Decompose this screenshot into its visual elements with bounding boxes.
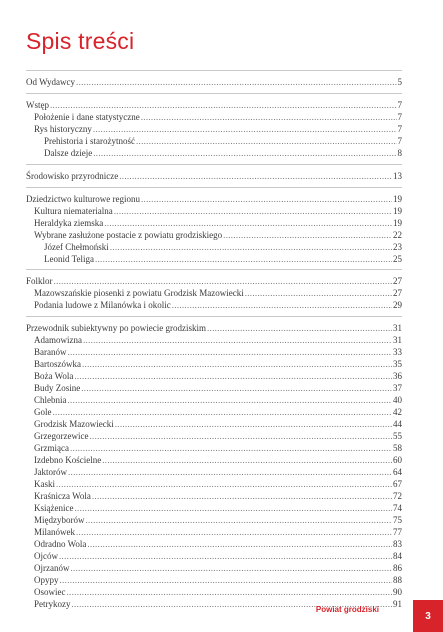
toc-entry-label: Osowiec bbox=[34, 587, 66, 597]
dot-leader bbox=[74, 503, 392, 514]
dot-leader bbox=[82, 359, 392, 370]
toc-entry-place[interactable] bbox=[34, 455, 402, 466]
dot-leader bbox=[67, 587, 393, 598]
toc-entry-srodowisko[interactable] bbox=[26, 171, 402, 182]
dot-leader bbox=[74, 371, 392, 382]
toc-entry-kultura[interactable] bbox=[34, 206, 402, 217]
section-divider bbox=[26, 70, 402, 71]
toc-entry-label: Adamowizna bbox=[34, 335, 82, 345]
toc-entry-label: Izdebno Kościelne bbox=[34, 455, 102, 465]
toc-entry-page: 88 bbox=[393, 575, 402, 585]
toc-entry-rys-historyczny[interactable] bbox=[34, 124, 402, 135]
section-divider bbox=[26, 164, 402, 165]
footer-publication-label: Powiat grodziski bbox=[315, 605, 379, 614]
toc-entry-page: 74 bbox=[393, 503, 402, 513]
dot-leader bbox=[68, 467, 392, 478]
toc-entry-place[interactable] bbox=[34, 359, 402, 370]
toc-entry-label: Ojców bbox=[34, 551, 58, 561]
toc-entry-label: Środowisko przyrodnicze bbox=[26, 171, 119, 181]
toc-entry-page: 5 bbox=[397, 77, 402, 87]
toc-entry-label: Wstęp bbox=[26, 100, 49, 110]
section-divider bbox=[26, 316, 402, 317]
dot-leader bbox=[71, 563, 393, 574]
dot-leader bbox=[223, 230, 392, 241]
toc-entry-label: Leonid Teliga bbox=[44, 254, 94, 264]
toc-entry-label: Milanówek bbox=[34, 527, 75, 537]
dot-leader bbox=[50, 100, 397, 111]
toc-entry-label: Grzegorzewice bbox=[34, 431, 89, 441]
toc-entry-page: 19 bbox=[393, 218, 402, 228]
dot-leader bbox=[136, 136, 397, 147]
toc-entry-label: Podania ludowe z Milanówka i okolic bbox=[34, 300, 171, 310]
dot-leader bbox=[95, 254, 392, 265]
toc-entry-page: 64 bbox=[393, 467, 402, 477]
toc-entry-label: Dziedzictwo kulturowe regionu bbox=[26, 194, 140, 204]
dot-leader bbox=[53, 407, 393, 418]
toc-entry-label: Od Wydawcy bbox=[26, 77, 76, 87]
dot-leader bbox=[141, 194, 392, 205]
toc-entry-label: Prehistoria i starożytność bbox=[44, 136, 135, 146]
toc-entry-label: Folklor bbox=[26, 276, 53, 286]
toc-entry-place[interactable] bbox=[34, 335, 402, 346]
toc-entry-page: 7 bbox=[397, 136, 402, 146]
section-divider bbox=[26, 269, 402, 270]
toc-entry-page: 7 bbox=[397, 112, 402, 122]
dot-leader bbox=[56, 479, 392, 490]
dot-leader bbox=[54, 276, 392, 287]
toc-entry-page: 40 bbox=[393, 395, 402, 405]
toc-entry-place[interactable] bbox=[34, 503, 402, 514]
toc-entry-label: Grzmiąca bbox=[34, 443, 69, 453]
toc-entry-zasluzone-postacie[interactable] bbox=[34, 230, 402, 241]
toc-entry-page: 75 bbox=[393, 515, 402, 525]
toc-entry-page: 29 bbox=[393, 300, 402, 310]
toc-entry-page: 36 bbox=[393, 371, 402, 381]
dot-leader bbox=[68, 395, 393, 406]
toc-entry-page: 13 bbox=[393, 171, 402, 181]
dot-leader bbox=[87, 539, 392, 550]
toc-entry-page: 25 bbox=[393, 254, 402, 264]
dot-leader bbox=[93, 148, 396, 159]
dot-leader bbox=[104, 218, 392, 229]
toc-entry-przewodnik[interactable] bbox=[26, 323, 402, 334]
toc-entry-label: Heraldyka ziemska bbox=[34, 218, 104, 228]
dot-leader bbox=[68, 347, 393, 358]
toc-entry-page: 86 bbox=[393, 563, 402, 573]
dot-leader bbox=[119, 171, 392, 182]
dot-leader bbox=[92, 491, 392, 502]
toc-entry-dziedzictwo[interactable] bbox=[26, 194, 402, 205]
toc-entry-mazowszanskie-piosenki[interactable] bbox=[34, 288, 402, 299]
toc-entry-label: Chlebnia bbox=[34, 395, 67, 405]
toc-entry-place[interactable] bbox=[34, 347, 402, 358]
toc-entry-page: 7 bbox=[397, 100, 402, 110]
toc-entry-page: 27 bbox=[393, 288, 402, 298]
toc-entry-label: Grodzisk Mazowiecki bbox=[34, 419, 114, 429]
toc-entry-page: 58 bbox=[393, 443, 402, 453]
toc-entry-place[interactable] bbox=[34, 371, 402, 382]
toc-entry-label: Budy Zosine bbox=[34, 383, 81, 393]
toc-entry-dalsze-dzieje[interactable] bbox=[44, 148, 402, 159]
toc-entry-label: Ojrzanów bbox=[34, 563, 70, 573]
toc-entry-page: 60 bbox=[393, 455, 402, 465]
dot-leader bbox=[76, 527, 392, 538]
toc-entry-label: Dalsze dzieje bbox=[44, 148, 93, 158]
toc-entry-place[interactable] bbox=[34, 539, 402, 550]
toc-entry-od-wydawcy[interactable] bbox=[26, 77, 402, 88]
section-divider bbox=[26, 187, 402, 188]
toc-entry-page: 55 bbox=[393, 431, 402, 441]
toc-entry-prehistoria[interactable] bbox=[44, 136, 402, 147]
toc-entry-page: 7 bbox=[397, 124, 402, 134]
dot-leader bbox=[93, 124, 397, 135]
dot-leader bbox=[115, 419, 392, 430]
toc-entry-teliga[interactable] bbox=[44, 254, 402, 265]
toc-entry-podania-ludowe[interactable] bbox=[34, 300, 402, 311]
toc-entry-place[interactable] bbox=[34, 527, 402, 538]
toc-entry-place[interactable] bbox=[34, 383, 402, 394]
toc-entry-wstep[interactable] bbox=[26, 100, 402, 111]
toc-entry-page: 19 bbox=[393, 194, 402, 204]
dot-leader bbox=[110, 242, 392, 253]
toc-entry-page: 67 bbox=[393, 479, 402, 489]
toc-entry-place[interactable] bbox=[34, 491, 402, 502]
toc-entry-place[interactable] bbox=[34, 479, 402, 490]
dot-leader bbox=[86, 515, 393, 526]
dot-leader bbox=[141, 112, 397, 123]
dot-leader bbox=[172, 300, 392, 311]
page-number-badge: 3 bbox=[413, 600, 443, 632]
toc-entry-place[interactable] bbox=[34, 563, 402, 574]
toc-entry-label: Boża Wola bbox=[34, 371, 74, 381]
toc-entry-page: 77 bbox=[393, 527, 402, 537]
toc-entry-place[interactable] bbox=[34, 395, 402, 406]
dot-leader bbox=[76, 77, 396, 88]
toc-entry-place[interactable] bbox=[34, 419, 402, 430]
toc-entry-label: Kaski bbox=[34, 479, 55, 489]
toc-entry-heraldyka[interactable] bbox=[34, 218, 402, 229]
toc-entry-label: Baranów bbox=[34, 347, 67, 357]
toc-entry-label: Międzyborów bbox=[34, 515, 85, 525]
toc-entry-page: 27 bbox=[393, 276, 402, 286]
toc-entry-place[interactable] bbox=[34, 431, 402, 442]
toc-entry-page: 33 bbox=[393, 347, 402, 357]
toc-entry-label: Józef Chełmoński bbox=[44, 242, 109, 252]
toc-entry-polozenie[interactable] bbox=[34, 112, 402, 123]
toc-entry-page: 84 bbox=[393, 551, 402, 561]
toc-entry-page: 83 bbox=[393, 539, 402, 549]
toc-entry-place[interactable] bbox=[34, 443, 402, 454]
toc-entry-page: 31 bbox=[393, 335, 402, 345]
toc-entry-place[interactable] bbox=[34, 467, 402, 478]
toc-entry-label: Wybrane zasłużone postacie z powiatu grodziskiego bbox=[34, 230, 223, 240]
toc-entry-page: 90 bbox=[393, 587, 402, 597]
toc-entry-chelmonski[interactable] bbox=[44, 242, 402, 253]
dot-leader bbox=[89, 431, 392, 442]
toc-entry-page: 31 bbox=[393, 323, 402, 333]
toc-entry-page: 35 bbox=[393, 359, 402, 369]
dot-leader bbox=[59, 551, 392, 562]
toc-entry-page: 8 bbox=[397, 148, 402, 158]
toc-entry-label: Przewodnik subiektywny po powiecie grodziskim bbox=[26, 323, 206, 333]
page-title: Spis treści bbox=[26, 28, 135, 54]
toc-entry-page: 72 bbox=[393, 491, 402, 501]
toc-entry-page: 37 bbox=[393, 383, 402, 393]
toc-entry-place[interactable] bbox=[34, 551, 402, 562]
toc-entry-place[interactable] bbox=[34, 575, 402, 586]
toc-entry-label: Gole bbox=[34, 407, 52, 417]
dot-leader bbox=[81, 383, 392, 394]
dot-leader bbox=[60, 575, 393, 586]
toc-entry-label: Kraśnicza Wola bbox=[34, 491, 91, 501]
dot-leader bbox=[114, 206, 392, 217]
toc-entry-label: Petrykozy bbox=[34, 599, 71, 609]
toc-entry-label: Jaktorów bbox=[34, 467, 67, 477]
section-divider bbox=[26, 93, 402, 94]
toc-entry-label: Położenie i dane statystyczne bbox=[34, 112, 140, 122]
toc-entry-place[interactable] bbox=[34, 407, 402, 418]
toc-entry-place[interactable] bbox=[34, 515, 402, 526]
dot-leader bbox=[70, 443, 392, 454]
toc-entry-label: Opypy bbox=[34, 575, 59, 585]
toc-entry-page: 22 bbox=[393, 230, 402, 240]
dot-leader bbox=[83, 335, 392, 346]
toc-entry-label: Książenice bbox=[34, 503, 74, 513]
toc-entry-label: Rys historyczny bbox=[34, 124, 92, 134]
toc-entry-page: 44 bbox=[393, 419, 402, 429]
toc-entry-label: Bartoszówka bbox=[34, 359, 81, 369]
dot-leader bbox=[102, 455, 392, 466]
dot-leader bbox=[207, 323, 392, 334]
toc-entry-place[interactable] bbox=[34, 587, 402, 598]
toc-entry-label: Kultura niematerialna bbox=[34, 206, 113, 216]
toc-entry-page: 23 bbox=[393, 242, 402, 252]
toc-entry-page: 42 bbox=[393, 407, 402, 417]
toc-entry-page: 19 bbox=[393, 206, 402, 216]
toc-entry-label: Odradno Wola bbox=[34, 539, 87, 549]
toc-entry-folklor[interactable] bbox=[26, 276, 402, 287]
toc-entry-label: Mazowszańskie piosenki z powiatu Grodzisk Mazowiecki bbox=[34, 288, 244, 298]
toc-entry-page: 91 bbox=[393, 599, 402, 609]
dot-leader bbox=[245, 288, 392, 299]
